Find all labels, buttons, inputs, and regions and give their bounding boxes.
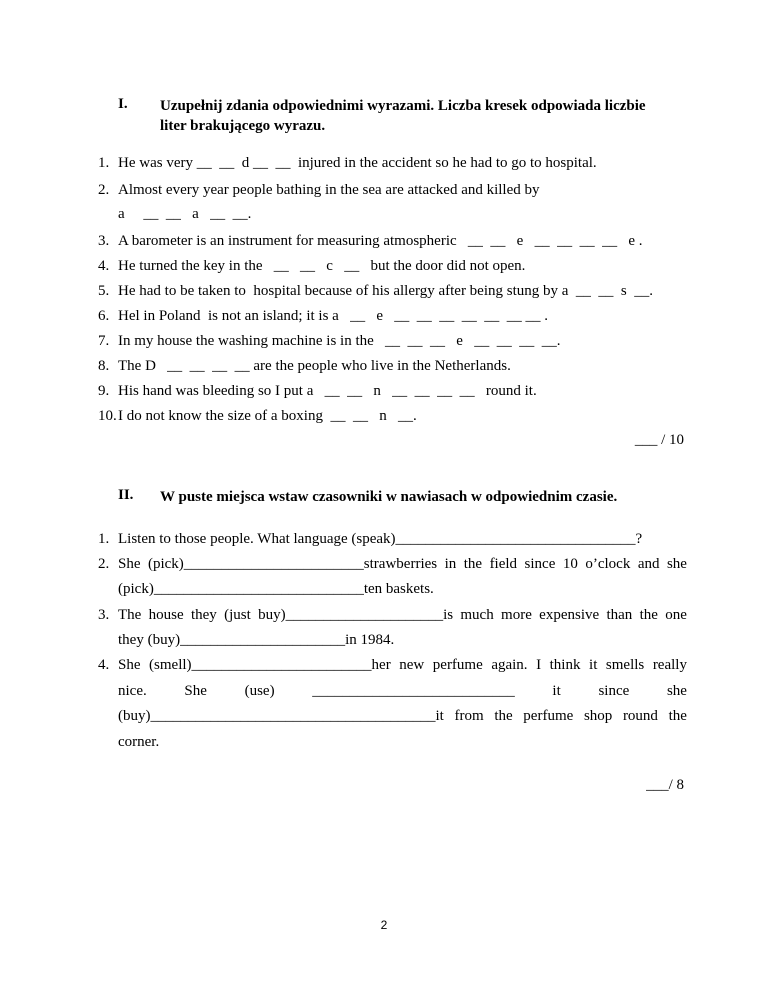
exercise1-item-9 [98,383,537,400]
word: (pick)________________________strawberries [147,556,438,572]
exercise2-item-2-line2: (pick)____________________________ten baskets. [118,581,434,597]
exercise2-item-1 [98,531,642,548]
item-text: Listen to those people. What language (speak)________________________________? [118,531,643,547]
item-number: 7. [98,333,110,349]
word: (smell)________________________her [149,657,391,673]
item-text: In my house the washing machine is in the __ __ __ e __ __ __ __. [118,333,561,349]
word: round [622,708,658,724]
word: she [666,556,687,572]
word: it [552,683,561,699]
word: field [489,556,518,572]
item-number: 6. [98,308,110,324]
section1-score: ___ / 10 [634,432,684,448]
word: o’clock [585,556,631,572]
exercise2-item-3-line2: they (buy)______________________in 1984. [118,632,395,648]
item-text: I do not know the size of a boxing __ __ n __. [118,408,417,424]
exercise2-item-4-line1 [118,657,687,674]
exercise1-item-7 [98,333,560,350]
word: they [190,607,217,623]
word: ___________________________ [312,683,515,699]
word: 10 [562,556,578,572]
word: perfume [523,708,574,724]
section2-roman: II. [118,487,134,503]
item-number: 1. [98,155,110,171]
word: since [598,683,630,699]
exercise2-item-4-line2 [118,683,687,700]
word: shop [583,708,613,724]
word: the [639,607,658,623]
exercise1-item-8 [98,358,511,375]
word: much [460,607,494,623]
exercise2-item-3-number: 3. [98,607,110,623]
item-text: He turned the key in the __ __ c __ but the door did not open. [118,258,526,274]
word: since [524,556,556,572]
word: she [666,683,687,699]
exercise2-item-4-line3 [118,708,687,725]
exercise1-item-2-continuation: a __ __ a __ __. [118,206,252,222]
section1-heading-line1: Uzupełnij zdania odpowiednimi wyrazami. Liczba kresek odpowiada liczbie [160,98,646,114]
exercise1-item-6 [98,308,548,325]
word: think [549,657,581,673]
item-number: 9. [98,383,110,399]
word: than [606,607,633,623]
exercise2-item-4-number: 4. [98,657,110,673]
item-number: 2. [98,182,110,198]
word: The [118,607,142,623]
word: perfume [432,657,483,673]
word: really [652,657,687,673]
item-text: He had to be taken to hospital because of his allergy after being stung by a __ __ s __. [118,283,654,299]
item-text: A barometer is an instrument for measuring atmospheric __ __ e __ __ __ __ e . [118,233,643,249]
item-number: 4. [98,258,110,274]
exercise1-item-3 [98,233,642,250]
item-text: The D __ __ __ __ are the people who live in the Netherlands. [118,358,511,374]
word: nice. [118,683,147,699]
word: buy)_____________________is [258,607,454,623]
item-text: Almost every year people bathing in the sea are attacked and killed by [118,182,540,198]
exercise2-item-2-line1 [118,556,687,573]
exercise2-item-3-line1 [118,607,687,624]
word: She [118,556,141,572]
item-number: 10. [98,408,117,424]
word: new [399,657,425,673]
word: I [536,657,542,673]
section2-score: ___/ 8 [646,777,684,793]
exercise2-item-4-line4: corner. [118,734,160,750]
word: (buy)______________________________________it [118,708,444,724]
word: smells [605,657,645,673]
word: house [148,607,184,623]
section1-heading-line2: liter brakującego wyrazu. [160,118,326,134]
exercise2-item-2-number: 2. [98,556,110,572]
word: (just [224,607,251,623]
word: the [668,708,687,724]
section1-roman: I. [118,96,128,112]
word: again. [491,657,528,673]
exercise1-item-4 [98,258,525,275]
word: the [463,556,483,572]
section2-heading: W puste miejsca wstaw czasowniki w nawiasach w odpowiednim czasie. [160,489,618,505]
word: expensive [539,607,600,623]
word: and [637,556,660,572]
word: the [494,708,513,724]
exercise1-item-1 [98,155,597,172]
item-text: His hand was bleeding so I put a __ __ n __ __ __ __ round it. [118,383,537,399]
exercise1-item-2 [98,182,540,199]
word: one [665,607,687,623]
item-number: 3. [98,233,110,249]
item-text: He was very __ __ d __ __ injured in the accident so he had to go to hospital. [118,155,597,171]
page-number: 2 [380,918,388,932]
item-number: 5. [98,283,110,299]
word: She [118,657,141,673]
word: She [184,683,207,699]
word: (use) [244,683,275,699]
word: more [501,607,532,623]
exercise1-item-10 [98,408,417,425]
word: it [589,657,598,673]
item-text: Hel in Poland is not an island; it is a __ e __ __ __ __ __ __ __ . [118,308,548,324]
word: from [454,708,484,724]
word: in [444,556,457,572]
item-number: 8. [98,358,110,374]
item-number: 1. [98,531,110,547]
exercise1-item-5 [98,283,653,300]
